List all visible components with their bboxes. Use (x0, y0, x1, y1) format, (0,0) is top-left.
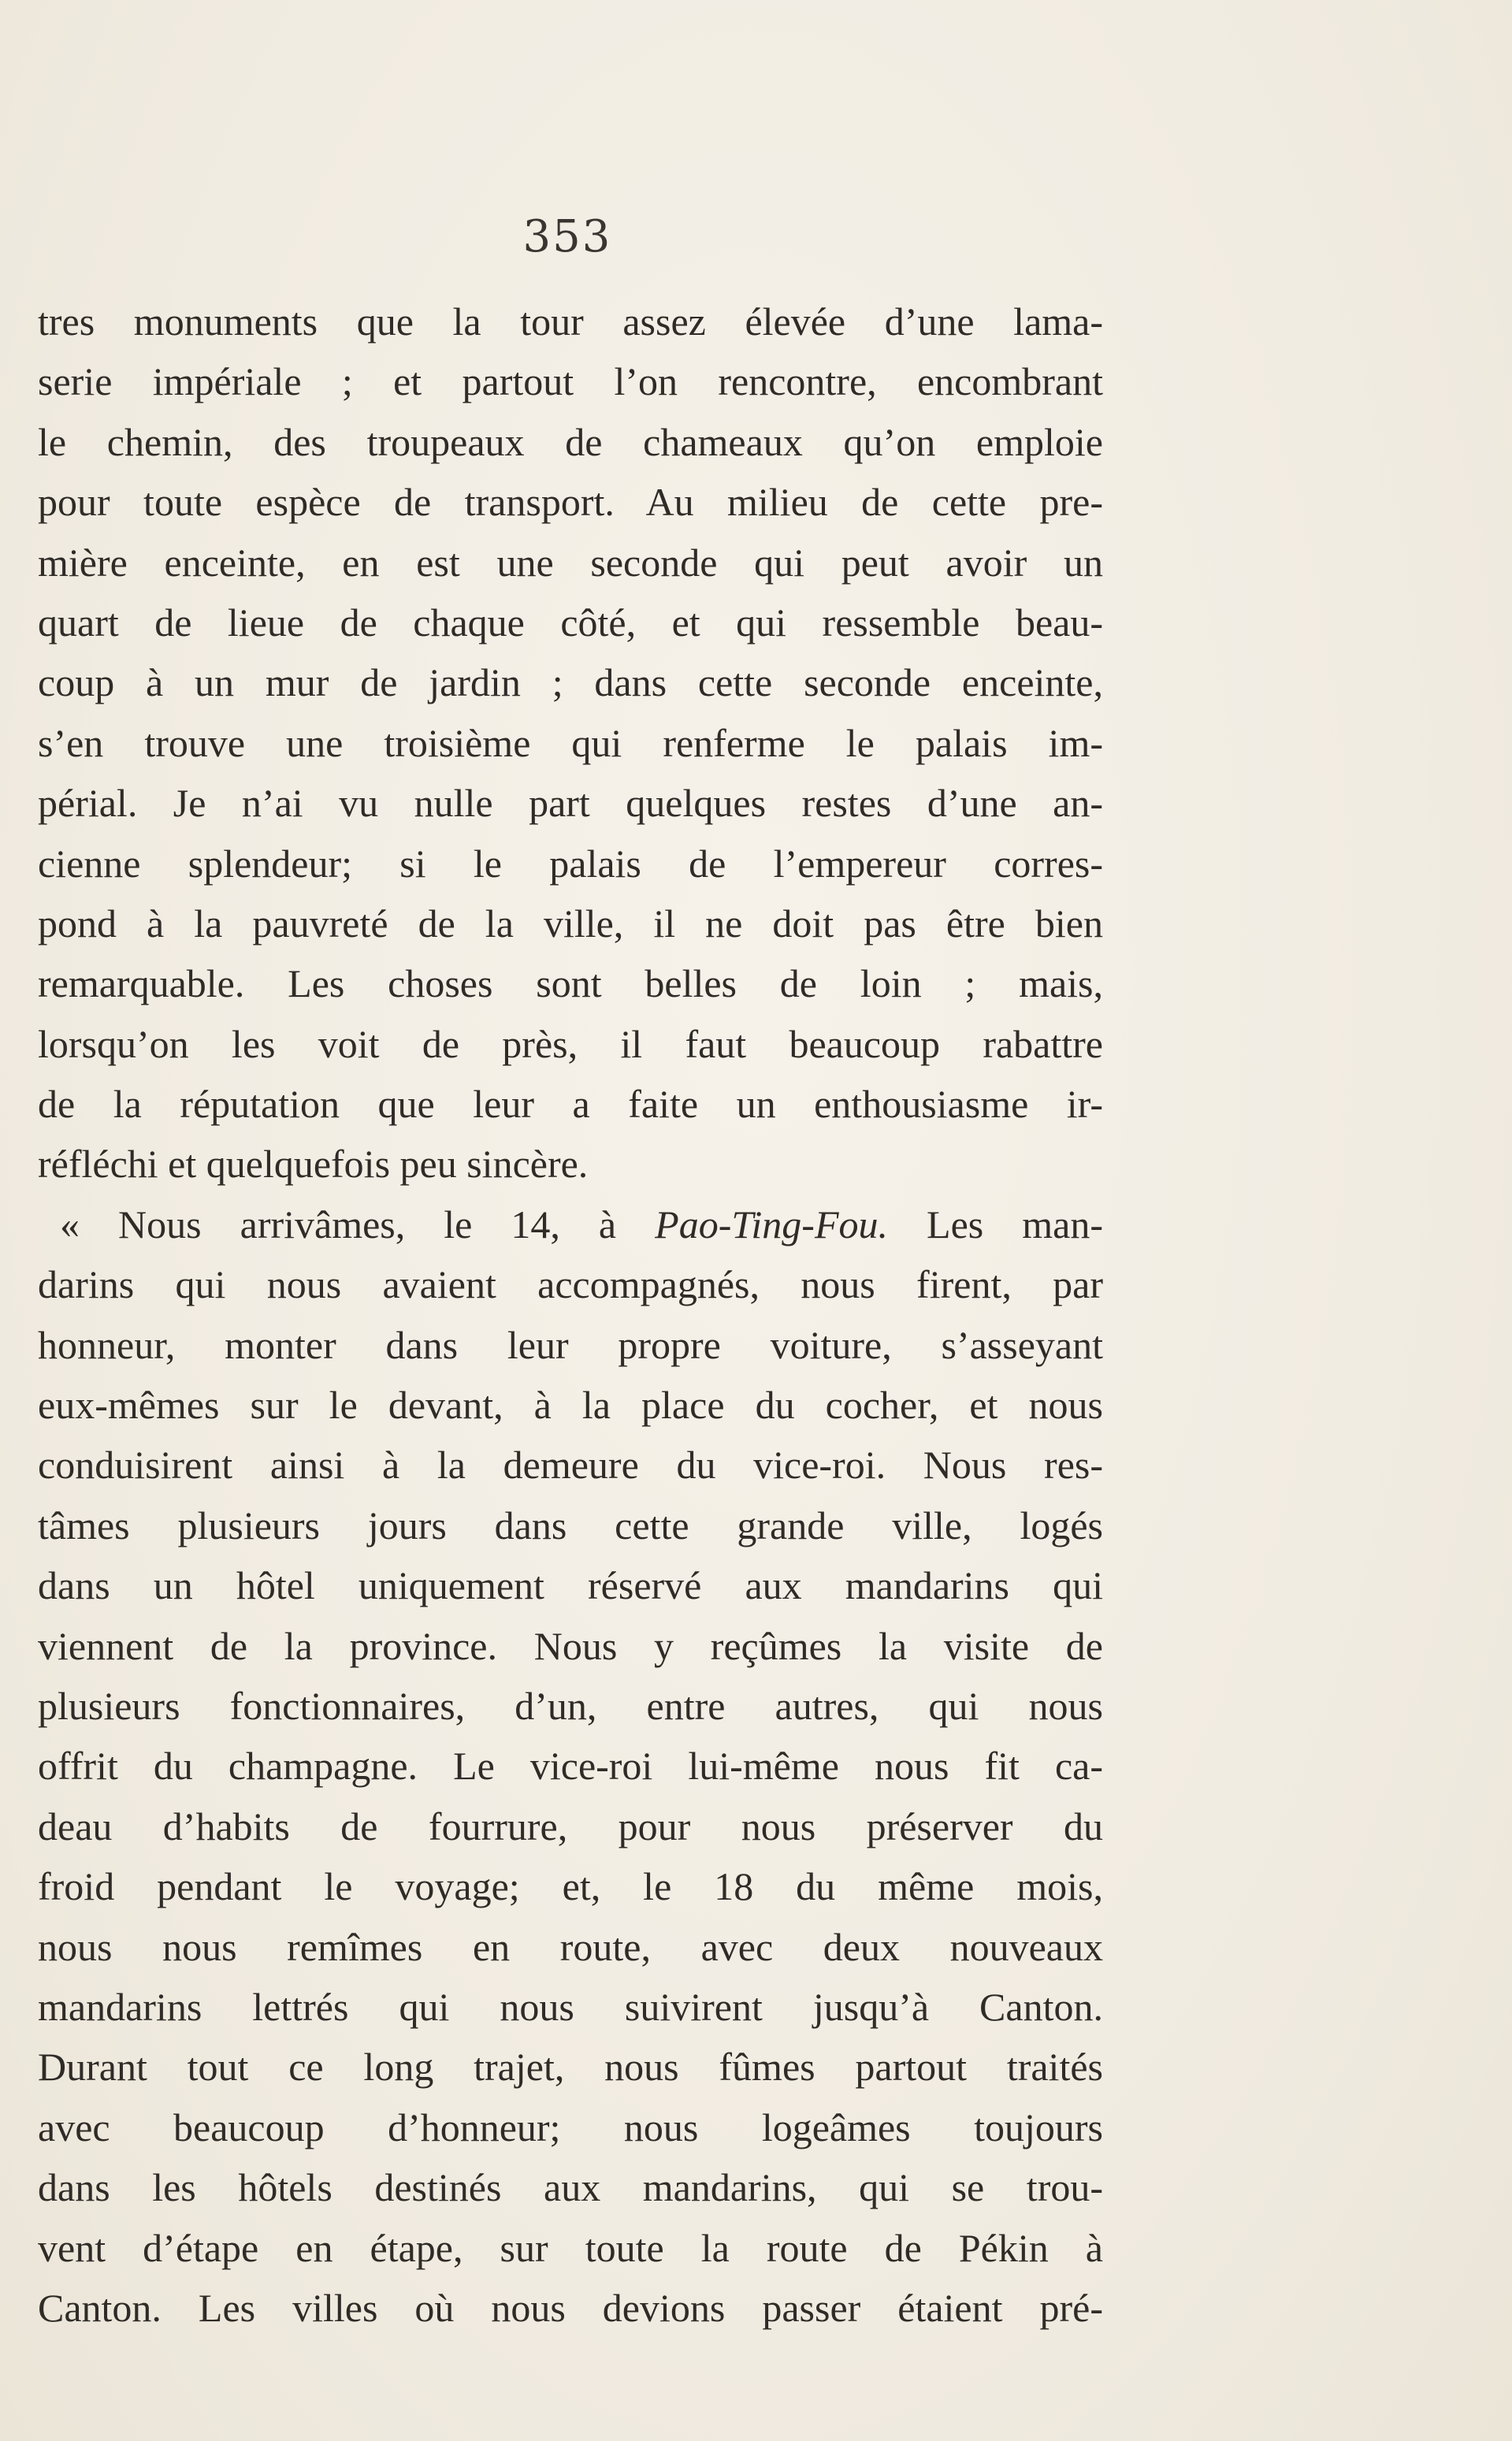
text-line: remarquable. Les choses sont belles de loin ; mais, (38, 961, 1103, 1006)
text-line: réfléchi et quelquefois peu sincère. (38, 1142, 589, 1187)
text-line: s’en trouve une troisième qui renferme le palais im- (38, 720, 1103, 765)
text-line: offrit du champagne. Le vice-roi lui-même nous fit ca- (38, 1744, 1103, 1789)
text-line: tres monuments que la tour assez élevée d’une lama- (38, 299, 1103, 344)
text-line: pond à la pauvreté de la ville, il ne doit pas être bien (38, 901, 1103, 946)
text-line: dans les hôtels destinés aux mandarins, qui se trou- (38, 2165, 1103, 2210)
text-line: deau d’habits de fourrure, pour nous préserver du (38, 1804, 1103, 1848)
text-line: périal. Je n’ai vu nulle part quelques restes d’une an- (38, 781, 1103, 826)
text-line: froid pendant le voyage; et, le 18 du même mois, (38, 1864, 1103, 1909)
text-line: « Nous arrivâmes, le 14, à Pao-Ting-Fou. Les man- (60, 1202, 1103, 1247)
place-name: Pao-Ting-Fou. (655, 1202, 888, 1247)
text-line: serie impériale ; et partout l’on rencontre, encombrant (38, 359, 1103, 404)
text-line: viennent de la province. Nous y reçûmes la visite de (38, 1623, 1103, 1668)
text-line: Canton. Les villes où nous devions passer étaient pré- (38, 2285, 1103, 2330)
text-line: lorsqu’on les voit de près, il faut beaucoup rabattre (38, 1021, 1103, 1066)
text-line: quart de lieue de chaque côté, et qui ressemble beau- (38, 600, 1103, 645)
text-line: mière enceinte, en est une seconde qui peut avoir un (38, 540, 1103, 585)
text-line: vent d’étape en étape, sur toute la route de Pékin à (38, 2225, 1103, 2270)
text-line: honneur, monter dans leur propre voiture, s’asseyant (38, 1322, 1103, 1367)
page-number: 353 (522, 211, 612, 262)
text-line: le chemin, des troupeaux de chameaux qu’on emploie (38, 419, 1103, 464)
text-line: de la réputation que leur a faite un enthousiasme ir- (38, 1082, 1103, 1127)
text-line: mandarins lettrés qui nous suivirent jusqu’à Canton. (38, 1984, 1103, 2029)
text-line: eux-mêmes sur le devant, à la place du cocher, et nous (38, 1383, 1103, 1428)
text-line: tâmes plusieurs jours dans cette grande ville, logés (38, 1503, 1103, 1547)
text-line: conduisirent ainsi à la demeure du vice-roi. Nous res- (38, 1443, 1103, 1488)
text-line: cienne splendeur; si le palais de l’empereur corres- (38, 841, 1103, 886)
text-line: nous nous remîmes en route, avec deux nouveaux (38, 1924, 1103, 1969)
text-line: darins qui nous avaient accompagnés, nous firent, par (38, 1262, 1103, 1307)
text-line: plusieurs fonctionnaires, d’un, entre autres, qui nous (38, 1683, 1103, 1728)
text-line: avec beaucoup d’honneur; nous logeâmes toujours (38, 2105, 1103, 2149)
text-line: pour toute espèce de transport. Au milieu de cette pre- (38, 480, 1103, 525)
text-line: Durant tout ce long trajet, nous fûmes partout traités (38, 2045, 1103, 2090)
text-line: coup à un mur de jardin ; dans cette seconde enceinte, (38, 660, 1103, 705)
body-text (38, 292, 1103, 2338)
text-line: dans un hôtel uniquement réservé aux mandarins qui (38, 1563, 1103, 1608)
